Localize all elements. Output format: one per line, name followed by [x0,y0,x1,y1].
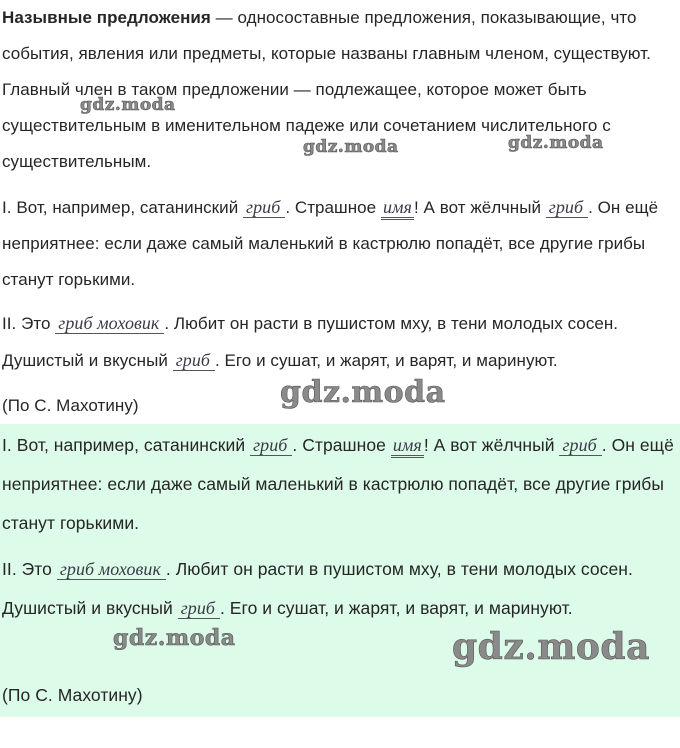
text-fragment: ! А вот жёлчный [413,198,546,217]
text-fragment: II. Это [2,559,57,579]
watermark-logo: gdz.moda [280,375,446,410]
handwritten-word: гриб [250,435,292,456]
text-fragment: II. Это [2,314,56,333]
text-fragment: . Страшное [292,435,391,455]
watermark-logo: gdz.moda [452,626,650,668]
handwritten-word: гриб [243,197,285,218]
text-fragment: . Любит он расти в пушистом мху, в тени молодых сосен. Душистый и вкусный [2,559,633,618]
handwritten-word: гриб [546,197,588,218]
definition-term: Назывные предложения [2,8,211,27]
source-citation: (По С. Махотину) [2,396,139,415]
handwritten-word: имя [381,197,414,220]
handwritten-word: гриб [173,350,215,371]
watermark-logo: gdz.moda [508,133,604,153]
handwritten-word: имя [391,435,424,458]
text-fragment: I. Вот, например, сатанинский [2,198,244,217]
watermark-logo: gdz.moda [80,95,176,115]
watermark-logo: gdz.moda [113,625,236,651]
handwritten-word: гриб [178,598,220,619]
handwritten-word: гриб моховик [57,559,166,580]
text-fragment: ! А вот жёлчный [423,435,560,455]
answer-source [0,676,680,715]
text-fragment: . Он ещё неприятнее: если даже самый маленький в кастрюлю попадёт, все другие грибы станут горькими. [2,198,659,289]
task-paragraph-1 [0,189,680,298]
text-fragment: I. Вот, например, сатанинский [2,435,251,455]
answer-paragraph-2 [0,550,680,628]
text-fragment: . Любит он расти в пушистом мху, в тени молодых сосен. Душистый и вкусный [2,314,619,370]
text-fragment: . Его и сушат, и жарят, и варят, и маринуют. [219,598,573,618]
handwritten-word: гриб моховик [55,313,164,334]
handwritten-word: гриб [559,435,601,456]
watermark-logo: gdz.moda [303,137,399,157]
source-citation: (По С. Махотину) [2,685,143,705]
answer-box [0,424,680,717]
answer-paragraph-1 [0,426,680,543]
text-fragment: . Страшное [285,198,381,217]
definition-rest: — односоставные предложения, показывающие, что события, явления или предметы, которые названы главным членом, существуют. Главный член в таком предложении — подлежащее, которое может быть существительным в именительном падеже или сочетанием числительного с существительным. [2,8,651,171]
text-fragment: . Он ещё неприятнее: если даже самый маленький в кастрюлю попадёт, все другие грибы станут горькими. [2,435,674,533]
text-fragment: . Его и сушат, и жарят, и варят, и маринуют. [215,351,558,370]
task-paragraph-2 [0,305,680,379]
